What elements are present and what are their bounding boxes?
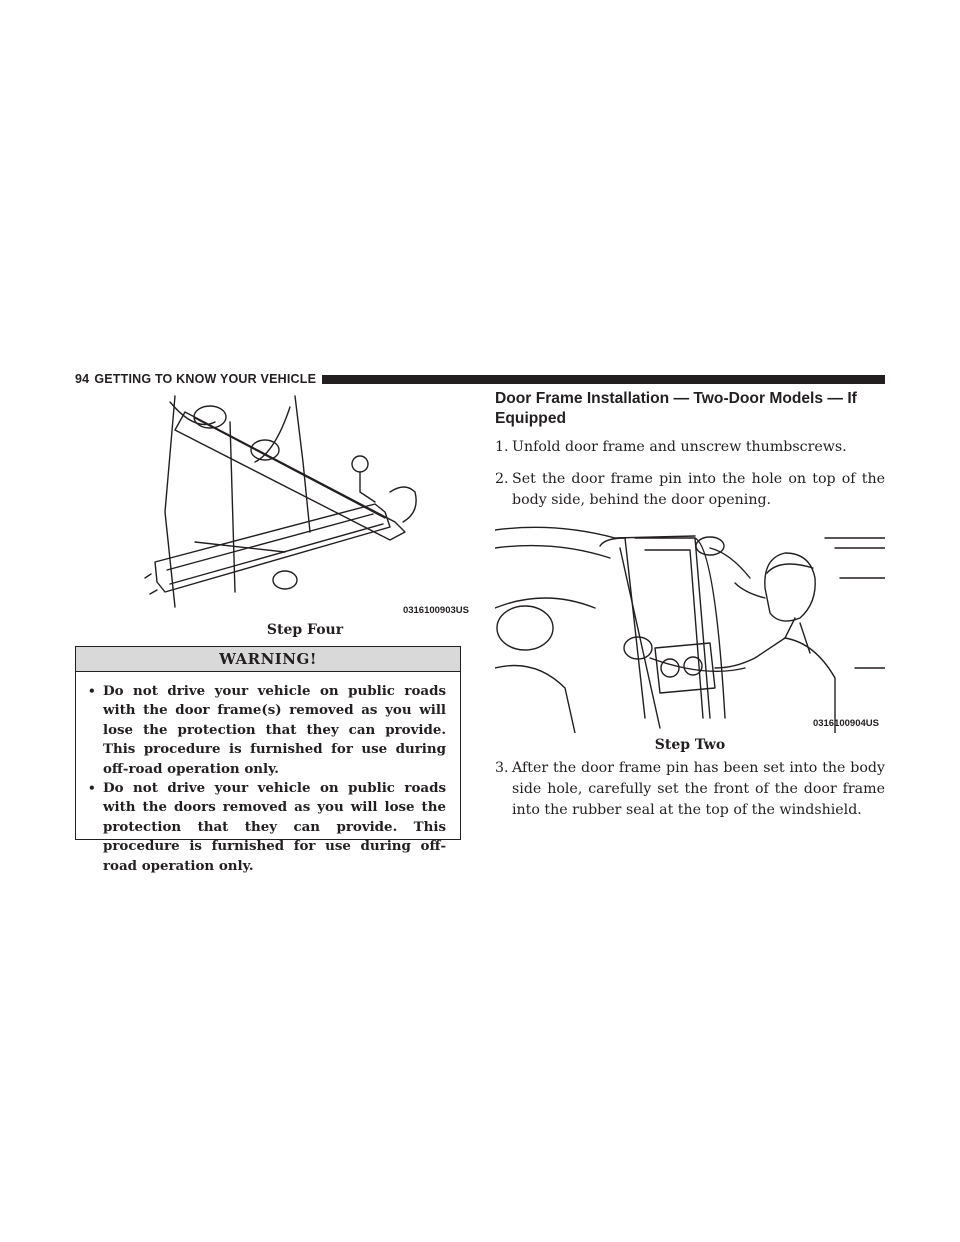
warning-title: WARNING! (76, 647, 460, 672)
header-section-title: GETTING TO KNOW YOUR VEHICLE (94, 372, 317, 386)
figure-step-two (495, 518, 885, 733)
step-text: Unfold door frame and unscrew thumbscrews. (512, 439, 847, 455)
warning-item (86, 682, 446, 779)
step-text: After the door frame pin has been set into the body side hole, carefully set the front of the door frame into the rubber seal at the top of the windshield. (512, 760, 885, 818)
bullet-icon: • (88, 781, 96, 796)
section-title: Door Frame Installation — Two-Door Models — If Equipped (495, 390, 857, 427)
step-number: 2. (495, 471, 509, 487)
door-frame-install-illustration (495, 518, 885, 733)
step-item (495, 758, 885, 821)
figure-code: 0316100904US (812, 718, 879, 729)
warning-list (76, 672, 460, 876)
door-frame-illustration (135, 392, 475, 620)
step-item (495, 469, 885, 511)
figure-caption-step-four: Step Four (266, 622, 344, 638)
step-number: 3. (495, 760, 509, 776)
step-item (495, 437, 885, 458)
warning-item (86, 779, 446, 876)
bullet-icon: • (88, 684, 96, 698)
figure-caption-step-two: Step Two (654, 737, 726, 753)
page-number: 94 (75, 372, 90, 386)
warning-box (75, 646, 461, 874)
page-header (75, 372, 885, 386)
step-text: Set the door frame pin into the hole on top of the body side, behind the door opening. (512, 471, 885, 508)
header-rule (322, 375, 885, 384)
figure-step-four (135, 392, 475, 620)
warning-item-text: Do not drive your vehicle on public roads with the doors removed as you will lose the protection that they can provide. This procedure is furnished for use during off-road operation only. (103, 780, 446, 874)
warning-item-text: Do not drive your vehicle on public roads with the door frame(s) removed as you will lose the protection that they can provide. This procedure is furnished for use during off-road operation only. (103, 683, 446, 777)
figure-code: 0316100903US (402, 605, 469, 616)
step-number: 1. (495, 439, 509, 455)
